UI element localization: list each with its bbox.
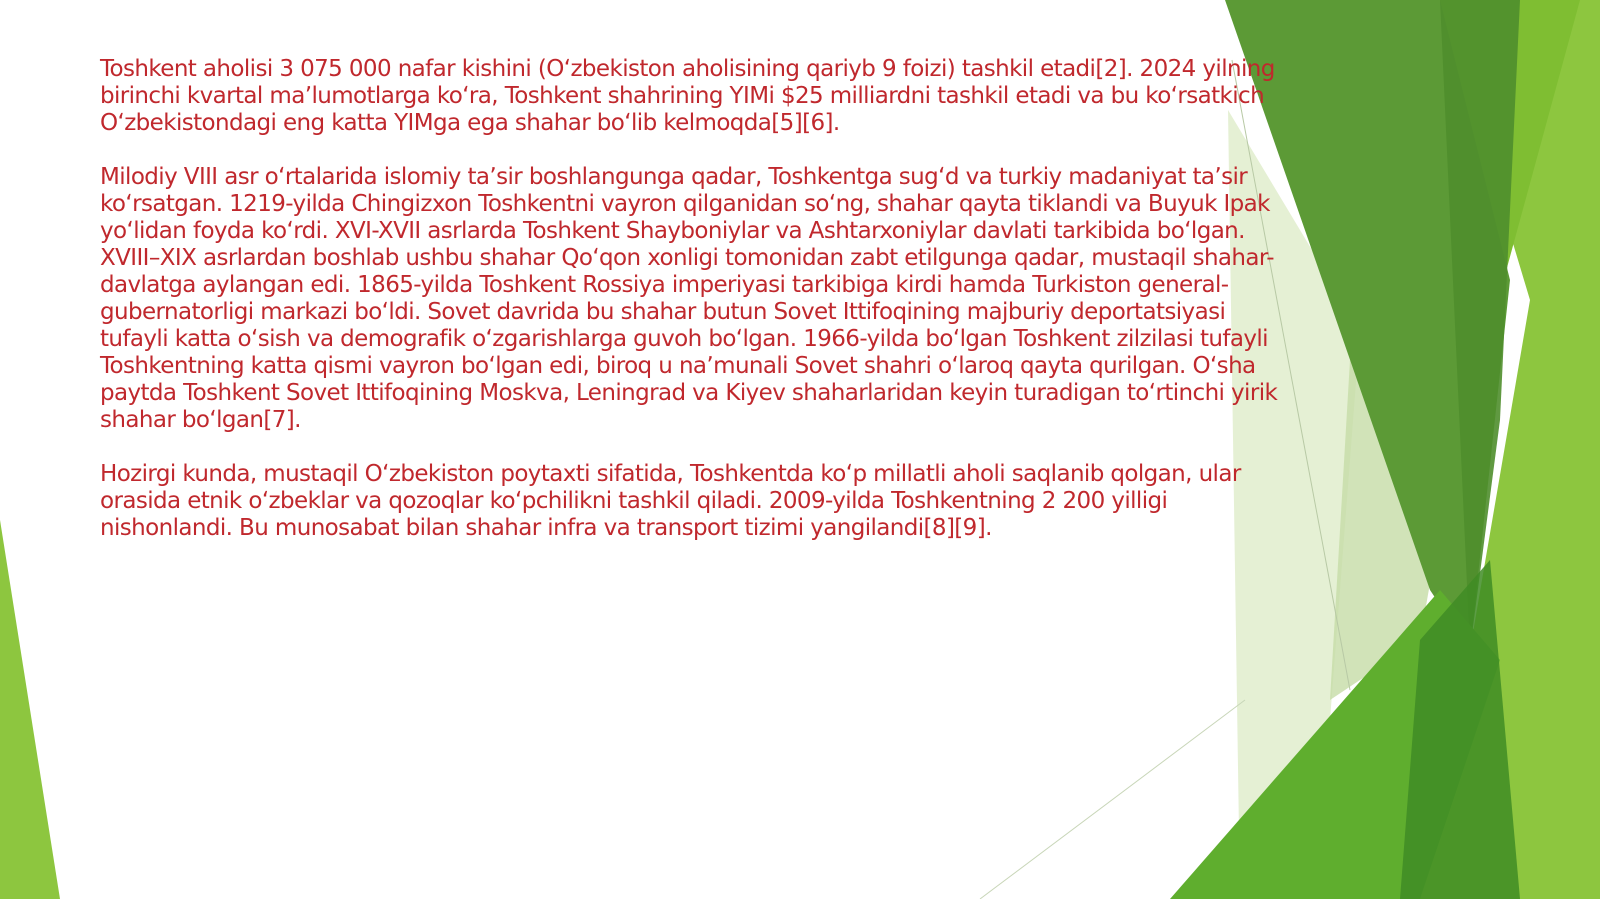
slide-text-body <box>100 56 1280 569</box>
paragraph-population: Toshkent aholisi 3 075 000 nafar kishini (Oʻzbekiston aholisining qariyb 9 foizi) tashkil etadi[2]. 2024 yilning birinchi kvartal maʼlumotlarga koʻra, Toshkent shahrining YIMi $25 milliardni tashkil etadi va bu koʻrsatkich Oʻzbekistondagi eng katta YIMga ega shahar boʻlib kelmoqda[5][6]. <box>100 56 1275 136</box>
paragraph-history: Milodiy VIII asr oʻrtalarida islomiy taʼsir boshlangunga qadar, Toshkentga sugʻd va turkiy madaniyat taʼsir koʻrsatgan. 1219-yilda Chingizxon Toshkentni vayron qilganidan soʻng, shahar qayta tiklandi va Buyuk Ipak yoʻlidan foyda koʻrdi. XVI-XVII asrlarda Toshkent Shayboniylar va Ashtarxoniylar davlati tarkibida boʻlgan. XVIII–XIX asrlardan boshlab ushbu shahar Qoʻqon xonligi tomonidan zabt etilgunga qadar, mustaqil shahar-davlatga aylangan edi. 1865-yilda Toshkent Rossiya imperiyasi tarkibiga kirdi hamda Turkiston general-gubernatorligi markazi boʻldi. Sovet davrida bu shahar butun Sovet Ittifoqining majburiy deportatsiyasi tufayli katta oʻsish va demografik oʻzgarishlarga guvoh boʻlgan. 1966-yilda boʻlgan Toshkent zilzilasi tufayli Toshkentning katta qismi vayron boʻlgan edi, biroq u naʼmunali Sovet shahri oʻlaroq qayta qurilgan. Oʻsha paytda Toshkent Sovet Ittifoqining Moskva, Leningrad va Kiyev shaharlaridan keyin turadigan toʻrtinchi yirik shahar boʻlgan[7]. <box>100 164 1278 433</box>
paragraph-present-day: Hozirgi kunda, mustaqil Oʻzbekiston poytaxti sifatida, Toshkentda koʻp millatli aholi saqlanib qolgan, ular orasida etnik oʻzbeklar va qozoqlar koʻpchilikni tashkil qiladi. 2009-yilda Toshkentning 2 200 yilligi nishonlandi. Bu munosabat bilan shahar infra va transport tizimi yangilandi[8][9]. <box>100 461 1241 541</box>
left-green-strip <box>0 520 60 899</box>
